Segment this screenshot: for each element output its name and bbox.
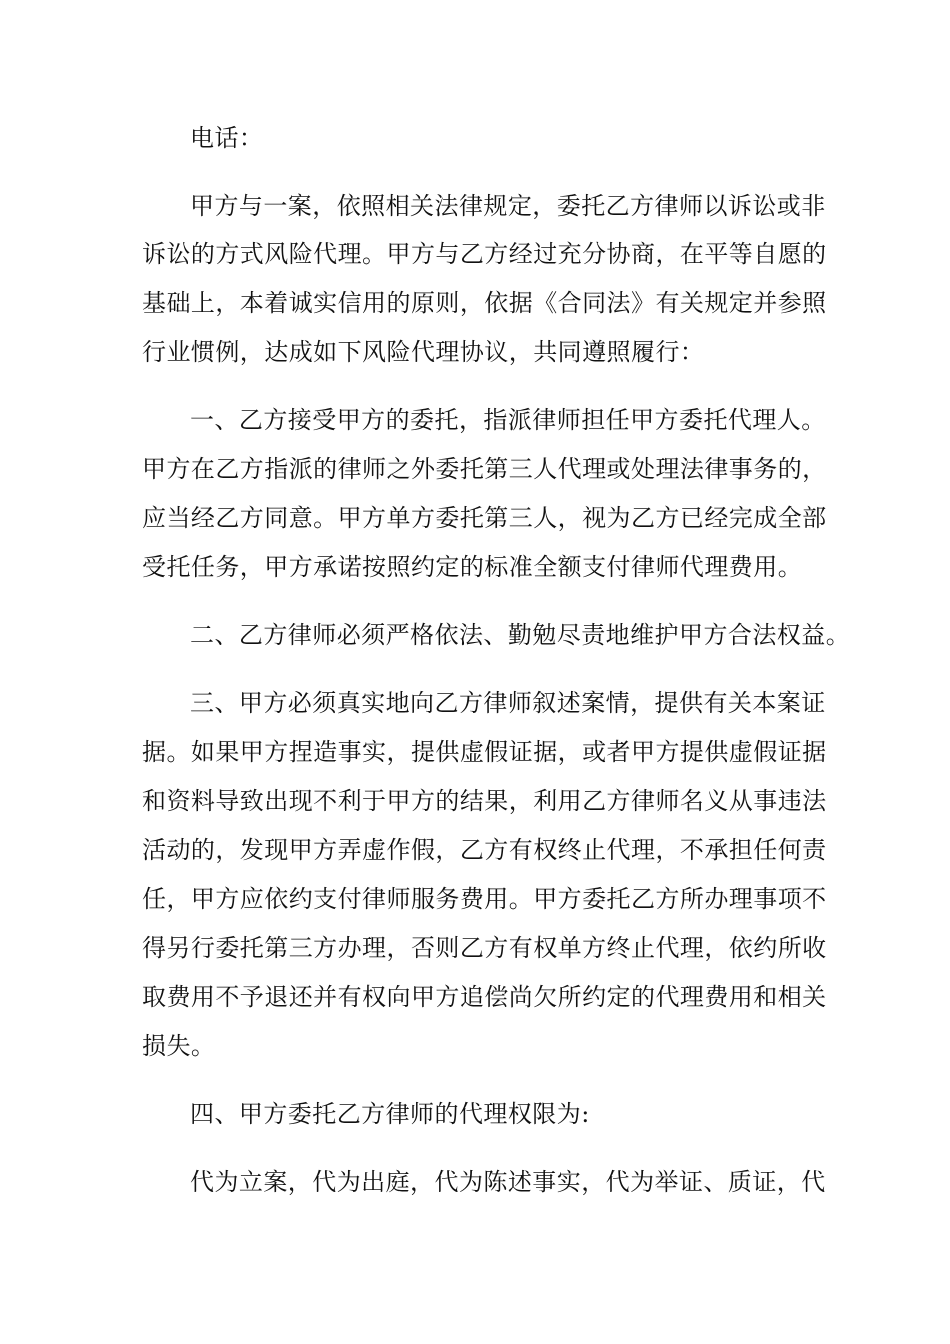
text-line: 四、甲方委托乙方律师的代理权限为: [190,1100,590,1128]
text-line: 得另行委托第三方办理，否则乙方有权单方终止代理，依约所收 [142,934,827,962]
text-line: 受托任务，甲方承诺按照约定的标准全额支付律师代理费用。 [142,553,803,581]
text-line: 和资料导致出现不利于甲方的结果，利用乙方律师名义从事违法 [142,787,827,815]
text-line: 基础上，本着诚实信用的原则，依据《合同法》有关规定并参照 [142,289,827,317]
text-line: 诉讼的方式风险代理。甲方与乙方经过充分协商，在平等自愿的 [142,240,827,268]
text-line: 代为立案，代为出庭，代为陈述事实，代为举证、质证，代 [190,1168,826,1196]
text-line: 任，甲方应依约支付律师服务费用。甲方委托乙方所办理事项不 [142,885,827,913]
text-line: 甲方与一案，依照相关法律规定，委托乙方律师以诉讼或非 [190,192,826,220]
text-line: 应当经乙方同意。甲方单方委托第三人，视为乙方已经完成全部 [142,504,827,532]
text-line: 甲方在乙方指派的律师之外委托第三人代理或处理法律事务的， [142,455,827,483]
text-line: 三、甲方必须真实地向乙方律师叙述案情，提供有关本案证 [190,689,826,717]
text-line: 行业惯例，达成如下风险代理协议，共同遵照履行： [142,338,705,366]
text-line: 一、乙方接受甲方的委托，指派律师担任甲方委托代理人。 [190,406,826,434]
text-line: 二、乙方律师必须严格依法、勤勉尽责地维护甲方合法权益。 [190,621,851,649]
text-line: 损失。 [142,1032,216,1060]
text-line: 据。如果甲方捏造事实，提供虚假证据，或者甲方提供虚假证据 [142,738,827,766]
text-line: 取费用不予退还并有权向甲方追偿尚欠所约定的代理费用和相关 [142,983,827,1011]
text-line: 活动的，发现甲方弄虚作假，乙方有权终止代理，不承担任何责 [142,836,827,864]
phone-label: 电话： [190,124,264,152]
